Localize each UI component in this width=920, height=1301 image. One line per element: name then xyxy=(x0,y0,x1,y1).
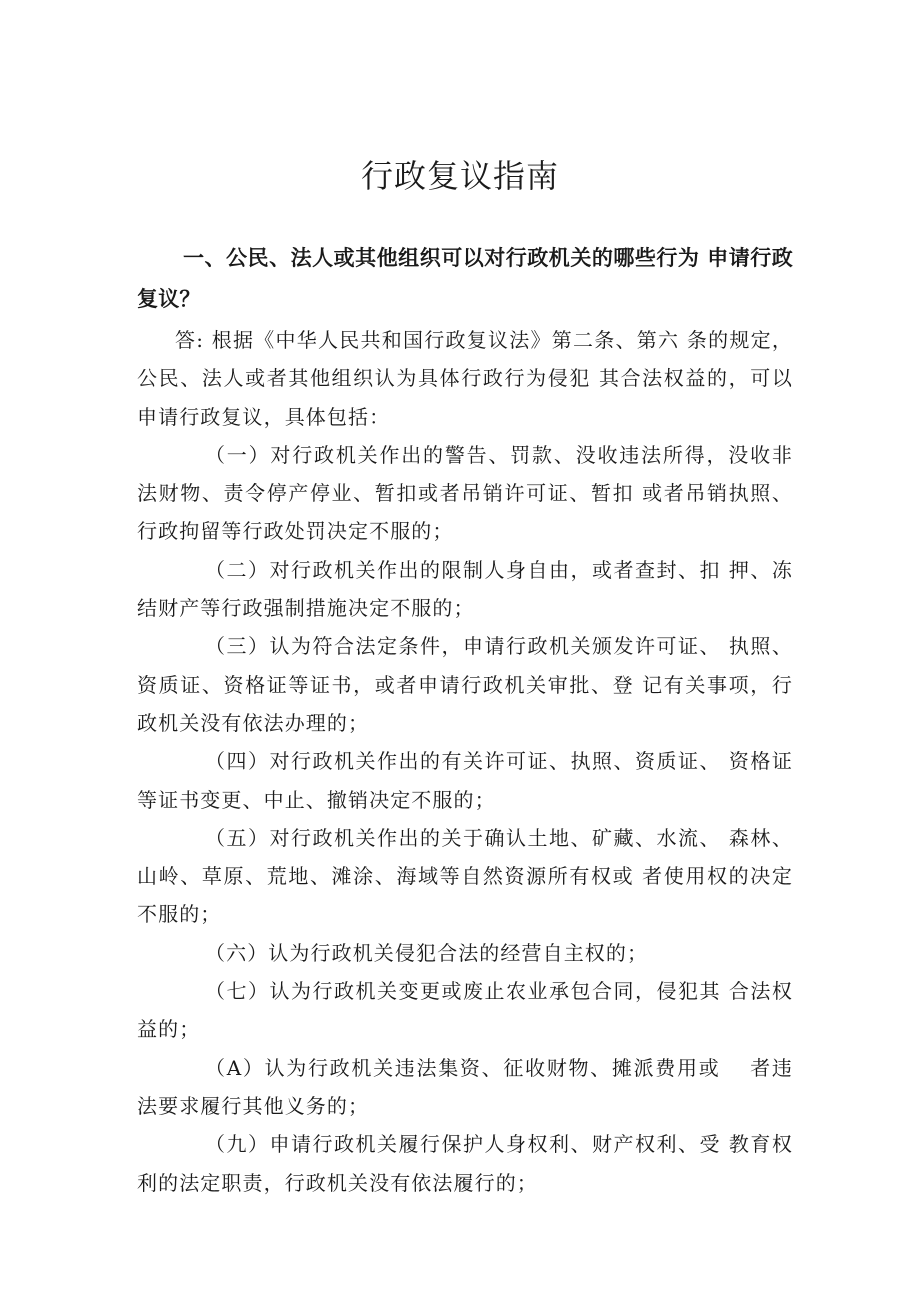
list-item: （A）认为行政机关违法集资、征收财物、摊派费用或 者违法要求履行其他义务的； xyxy=(137,1055,793,1118)
list-item: （五）对行政机关作出的关于确认土地、矿藏、水流、 森林、山岭、草原、荒地、滩涂、海域等自然资源所有权或 者使用权的决定不服的； xyxy=(137,825,793,927)
question-heading: 一、公民、法人或其他组织可以对行政机关的哪些行为 申请行政复议？ xyxy=(137,246,793,311)
list-item: （三）认为符合法定条件，申请行政机关颁发许可证、 执照、资质证、资格证等证书，或者申请行政机关审批、登 记有关事项，行政机关没有依法办理的； xyxy=(137,634,793,735)
list-item: （九）申请行政机关履行保护人身权利、财产权利、受 教育权利的法定职责，行政机关没有依法履行的； xyxy=(137,1132,793,1195)
answer-intro: 答: 根据《中华人民共和国行政复议法》第二条、第六 条的规定，公民、法人或者其他组织认为具体行政行为侵犯 其合法权益的，可以申请行政复议，具体包括： xyxy=(137,328,793,429)
list-item: （四）对行政机关作出的有关许可证、执照、资质证、 资格证等证书变更、中止、撤销决定不服的； xyxy=(137,749,793,812)
list-item: （六）认为行政机关侵犯合法的经营自主权的； xyxy=(205,940,649,965)
list-item: （七）认为行政机关变更或废止农业承包合同，侵犯其 合法权益的； xyxy=(137,979,793,1042)
list-item: （二）对行政机关作出的限制人身自由，或者查封、扣 押、冻结财产等行政强制措施决定不服的； xyxy=(137,557,793,621)
list-item: （一）对行政机关作出的警告、罚款、没收违法所得，没收非法财物、责令停产停业、暂扣或者吊销许可证、暂扣 或者吊销执照、行政拘留等行政处罚决定不服的； xyxy=(137,442,793,544)
document-title: 行政复议指南 xyxy=(360,157,559,195)
document-body xyxy=(137,238,793,1202)
